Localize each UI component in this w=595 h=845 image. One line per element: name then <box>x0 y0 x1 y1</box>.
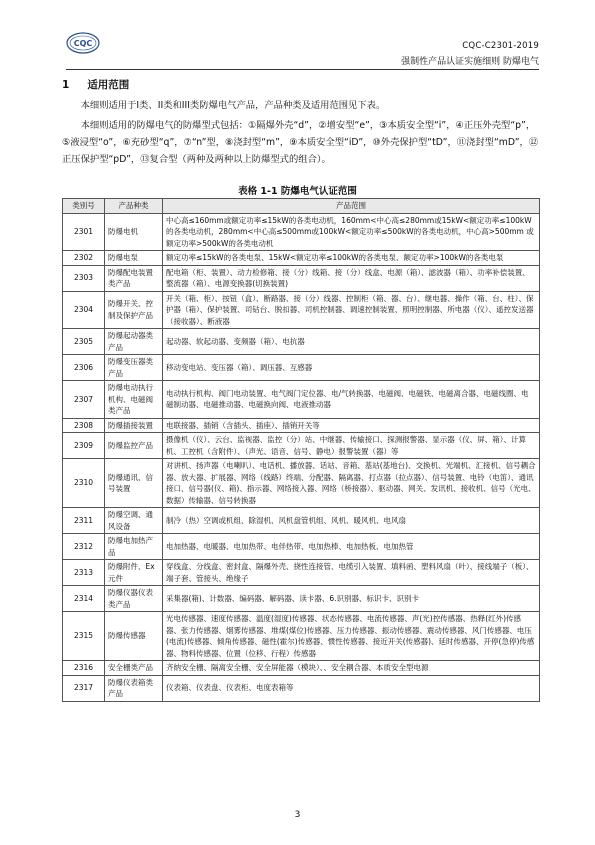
row-kind: 防爆附件、Ex元件 <box>105 560 163 586</box>
row-scope: 移动变电站、变压器（箱）、调压器、互感器 <box>163 355 540 381</box>
header-code: 类别号 <box>63 199 105 214</box>
row-kind: 防爆电动执行机构、电磁阀类产品 <box>105 381 163 419</box>
row-scope: 中心高≤160mm或额定功率≤15kW的各类电动机，160mm<中心高≤280mm或15kW<额定功率≤100kW的各类电动机，280mm<中心高≤500mm或100kW<额定功率≤500kW的各类电动机，中心高>500mm 或额定功率>500kW的各类电动机 <box>163 213 540 251</box>
row-scope: 齐纳安全栅、隔离安全栅、安全屏能器（模块）、、安全耦合器、本质安全型电源 <box>163 661 540 676</box>
document-title: 强制性产品认证实施细则 防爆电气 <box>401 57 539 67</box>
row-kind: 防爆起动器类产品 <box>105 329 163 355</box>
table-title: 表格 1-1 防爆电气认证范围 <box>238 186 357 197</box>
row-scope: 电动执行机构、阀门电动装置、电气阀门定位器、电/气转换器、电磁阀、电磁铁、电磁离合器、电磁线圈、电磁制动器、电磁推动器、电磁换向阀、电液推动器 <box>163 381 540 419</box>
row-scope: 采集器(箱)、计数器、编码器、解码器、读卡器、6.识别器、标识卡、识别卡 <box>163 586 540 612</box>
row-kind: 防爆电加热产品 <box>105 534 163 560</box>
row-code: 2301 <box>63 213 105 251</box>
scope-table <box>62 198 540 702</box>
row-code: 2305 <box>63 329 105 355</box>
table-row <box>63 213 540 251</box>
row-kind: 安全栅类产品 <box>105 661 163 676</box>
table-row <box>63 433 540 459</box>
table-row <box>63 508 540 534</box>
row-code: 2306 <box>63 355 105 381</box>
explosion-types-paragraph: 本细则适用的防爆电气的防爆型式包括：①隔爆外壳“d”，②增安型“e”，③本质安全型“i”，④正压外壳型“p”，⑤液浸型“o”，⑥充砂型“q”，⑦“n”型，⑧浇封型“m”，⑨本质安全型“iD”，⑩外壳保护型“tD”，⑪浇封型“mD”，⑫正压保护型“pD”，⑬复合型（两种及两种以上防爆型式的组合）。 <box>62 120 539 165</box>
row-kind: 防爆传感器 <box>105 612 163 661</box>
row-code: 2304 <box>63 291 105 329</box>
table-header-row <box>63 199 540 214</box>
intro-paragraph: 本细则适用于I类、II类和III类防爆电气产品，产品种类及适用范围见下表。 <box>80 100 386 111</box>
row-scope: 光电传感器、速度传感器、温度(湿度)传感器、状态传感器、电流传感器、声(光)控传感器、热释(红外)传感器、张力传感器、烟雾传感器、堆煤(煤位)传感器、压力传感器、振动传感器、震动传感器、风门传感器、电压(电流)传感器、倾角传感器、磁性(霍尔)传感器、惯性传感器、接近开关(传感器)、延时传感器、开停(急停)传感器、物料传感器、位置（位移、行程）传感器 <box>163 612 540 661</box>
table-row <box>63 355 540 381</box>
row-kind: 防爆通讯、信号装置 <box>105 459 163 508</box>
header-kind: 产品种类 <box>105 199 163 214</box>
row-kind: 防爆仪器仪表类产品 <box>105 586 163 612</box>
table-row <box>63 661 540 676</box>
row-scope: 仪表箱、仪表盘、仪表柜、电度表箱等 <box>163 675 540 701</box>
section-title: 适用范围 <box>87 79 130 91</box>
row-code: 2302 <box>63 251 105 266</box>
row-code: 2312 <box>63 534 105 560</box>
table-row <box>63 251 540 266</box>
row-kind: 防爆电泵 <box>105 251 163 266</box>
section-heading <box>62 77 129 92</box>
row-scope: 制冷（热）空调或机组、除湿机、风机盘管机组、风机、暖风机、电风扇 <box>163 508 540 534</box>
table-row <box>63 265 540 291</box>
row-code: 2313 <box>63 560 105 586</box>
header-scope: 产品范围 <box>163 199 540 214</box>
row-kind: 防爆电机 <box>105 213 163 251</box>
row-scope: 穿线盒、分线盒、密封盒、隔爆外壳、挠性连接管、电缆引入装置、填料函、塑料风扇（叶）、接线端子（板）、端子套、管接头、绝缘子 <box>163 560 540 586</box>
page-number: 3 <box>294 810 301 820</box>
row-code: 2303 <box>63 265 105 291</box>
row-scope: 开关（箱、柜）、按钮（盒）、断路器、接（分）线器、控制柜（箱、器、台）、继电器、操作（箱、台、柱）、保护器（箱）、保护装置、司钻台、脱扣器、司机控制器、调速控制装置、照明控制器、所电器（仪）、遥控发送器（接收器）、断液器 <box>163 291 540 329</box>
header-divider <box>66 69 539 70</box>
row-scope: 配电箱（柜、装置）、动力检修箱、接（分）线箱、接（分）线盒、电源（箱）、滤波器（箱）、功率补偿装置、整流器（箱）、电源变换器(切换装置) <box>163 265 540 291</box>
document-code: CQC-C2301-2019 <box>462 41 539 51</box>
row-kind: 防爆开关、控制及保护产品 <box>105 291 163 329</box>
row-code: 2311 <box>63 508 105 534</box>
row-code: 2314 <box>63 586 105 612</box>
row-code: 2307 <box>63 381 105 419</box>
row-kind: 防爆仪表箱类产品 <box>105 675 163 701</box>
row-code: 2310 <box>63 459 105 508</box>
table-row <box>63 381 540 419</box>
section-number: 1 <box>62 79 70 91</box>
row-scope: 电联接器、插销（含插头、插座）、插销开关等 <box>163 418 540 433</box>
table-row <box>63 291 540 329</box>
table-row <box>63 459 540 508</box>
table-row <box>63 612 540 661</box>
table-row <box>63 675 540 701</box>
row-scope: 电加热器、电暖器、电加热带、电伴热带、电加热棒、电加热板、电加热管 <box>163 534 540 560</box>
row-kind: 防爆空调、通风设备 <box>105 508 163 534</box>
row-scope: 对讲机、扬声器（电喇叭）、电话机、播放器、话站、音箱、基站(基地台)、交换机、光端机、汇接机、信号耦合器、放大器、扩展器、网络（线路）终端、分配器、隔离器、打点器（拉点器）、信号装置、电铃（电笛）、通讯接口、信号器(仪、箱)、指示器、网络接入器、网络（桥接器）、驱动器、网关、发讯机、接收机、信号（光电、数据）传输器、信号转换器 <box>163 459 540 508</box>
row-scope: 摄像机（仪）、云台、监视器、监控（分）站、中继器、传输接口、探测报警器、显示器（仪、屏、箱）、计算机、工控机（含附件）、（声光、语音、信号、静电）报警装置（器）等 <box>163 433 540 459</box>
row-kind: 防爆插接装置 <box>105 418 163 433</box>
table-row <box>63 329 540 355</box>
row-kind: 防爆监控产品 <box>105 433 163 459</box>
row-code: 2316 <box>63 661 105 676</box>
row-kind: 防爆配电装置类产品 <box>105 265 163 291</box>
row-code: 2317 <box>63 675 105 701</box>
table-row <box>63 534 540 560</box>
cqc-logo <box>66 32 100 54</box>
row-scope: 起动器、软起动器、变频器（箱）、电抗器 <box>163 329 540 355</box>
row-code: 2315 <box>63 612 105 661</box>
row-code: 2308 <box>63 418 105 433</box>
row-kind: 防爆变压器类产品 <box>105 355 163 381</box>
table-row <box>63 418 540 433</box>
table-row <box>63 586 540 612</box>
table-row <box>63 560 540 586</box>
logo-text: CQC <box>73 39 93 48</box>
row-scope: 额定功率≤15kW的各类电泵、15kW<额定功率≤100kW的各类电泵、额定功率>100kW的各类电泵 <box>163 251 540 266</box>
row-code: 2309 <box>63 433 105 459</box>
